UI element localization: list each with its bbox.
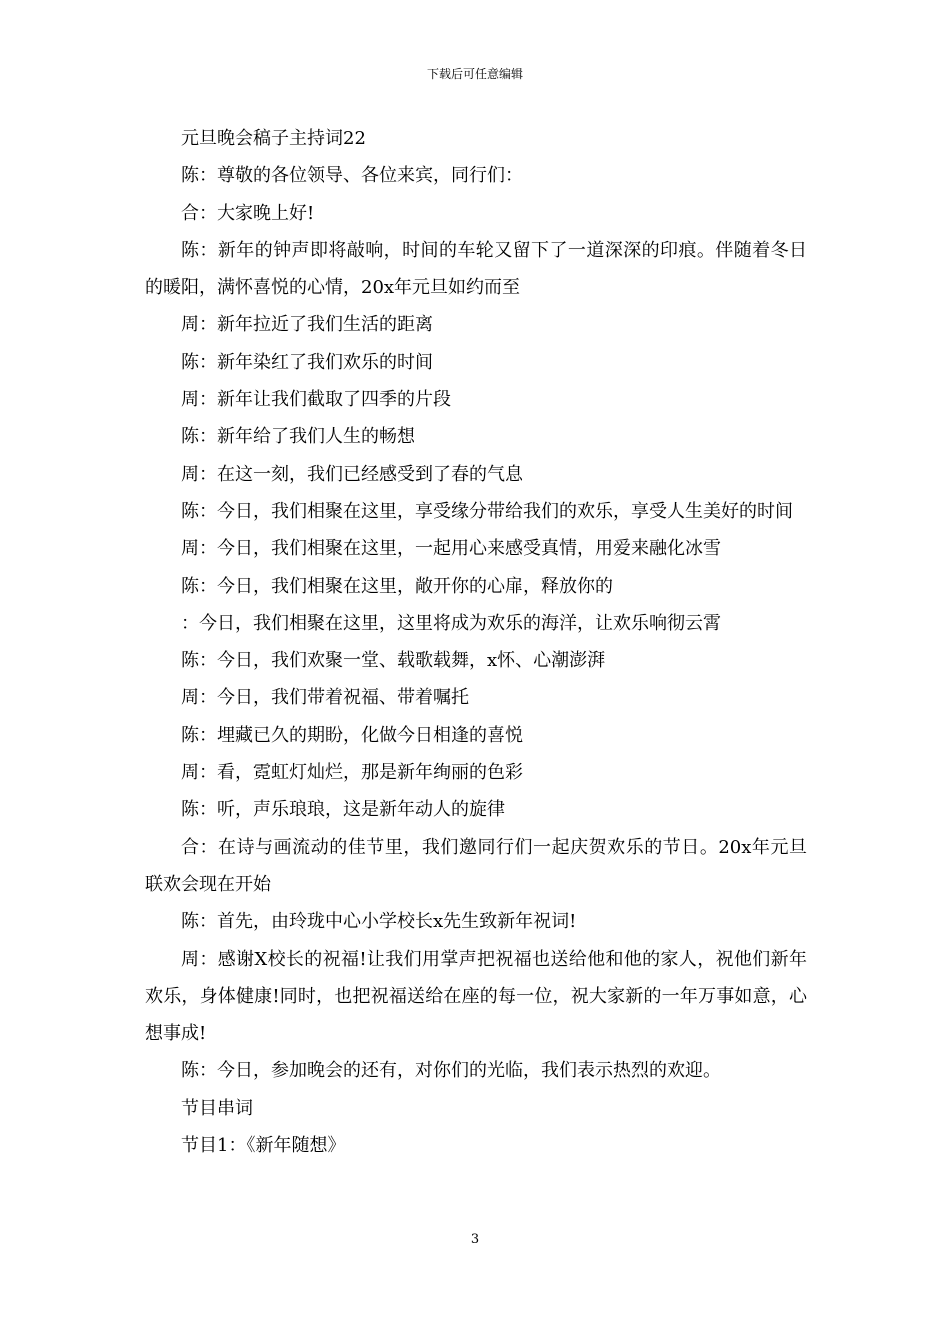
paragraph: 周：在这一刻，我们已经感受到了春的气息 (181, 463, 523, 485)
paragraph: 陈：听，声乐琅琅，这是新年动人的旋律 (181, 799, 505, 821)
paragraph: 陈：尊敬的各位领导、各位来宾，同行们： (181, 165, 523, 187)
paragraph: ：今日，我们相聚在这里，这里将成为欢乐的海洋，让欢乐响彻云霄 (181, 612, 721, 634)
page-number: 3 (470, 1232, 480, 1247)
section-heading: 节目串词 (181, 1097, 253, 1119)
paragraph: 陈：新年给了我们人生的畅想 (181, 426, 415, 448)
paragraph: 周：新年拉近了我们生活的距离 (181, 314, 433, 336)
paragraph: 节目1：《新年随想》 (181, 1135, 346, 1157)
paragraph: 陈：埋藏已久的期盼，化做今日相逢的喜悦 (181, 724, 523, 746)
document-body (145, 120, 807, 1164)
paragraph: 陈：今日，参加晚会的还有，对你们的光临，我们表示热烈的欢迎。 (181, 1060, 721, 1082)
paragraph: 陈：新年的钟声即将敲响，时间的车轮又留下了一道深深的印痕。伴随着冬日的暖阳，满怀喜悦的心情，20x年元旦如约而至 (145, 239, 807, 299)
page-header-note: 下载后可任意编辑 (426, 67, 523, 81)
paragraph: 陈：今日，我们相聚在这里，敞开你的心扉，释放你的 (181, 575, 613, 597)
paragraph: 合：在诗与画流动的佳节里，我们邀同行们一起庆贺欢乐的节日。20x年元旦联欢会现在开始 (145, 836, 807, 895)
document-title: 元旦晚会稿子主持词22 (181, 128, 366, 149)
paragraph: 周：感谢X校长的祝福!让我们用掌声把祝福也送给他和他的家人，祝他们新年欢乐，身体健康!同时，也把祝福送给在座的每一位，祝大家新的一年万事如意，心想事成! (145, 948, 807, 1045)
paragraph: 陈：首先，由玲珑中心小学校长x先生致新年祝词! (181, 911, 577, 933)
paragraph: 陈：今日，我们相聚在这里，享受缘分带给我们的欢乐，享受人生美好的时间 (181, 500, 793, 522)
paragraph: 合：大家晚上好! (181, 202, 315, 224)
paragraph: 陈：今日，我们欢聚一堂、载歌载舞，x怀、心潮澎湃 (181, 650, 606, 672)
paragraph: 陈：新年染红了我们欢乐的时间 (181, 351, 433, 373)
paragraph: 周：新年让我们截取了四季的片段 (181, 389, 451, 411)
paragraph: 周：看，霓虹灯灿烂，那是新年绚丽的色彩 (181, 762, 523, 784)
paragraph: 周：今日，我们相聚在这里，一起用心来感受真情，用爱来融化冰雪 (181, 538, 721, 560)
paragraph: 周：今日，我们带着祝福、带着嘱托 (181, 687, 469, 709)
